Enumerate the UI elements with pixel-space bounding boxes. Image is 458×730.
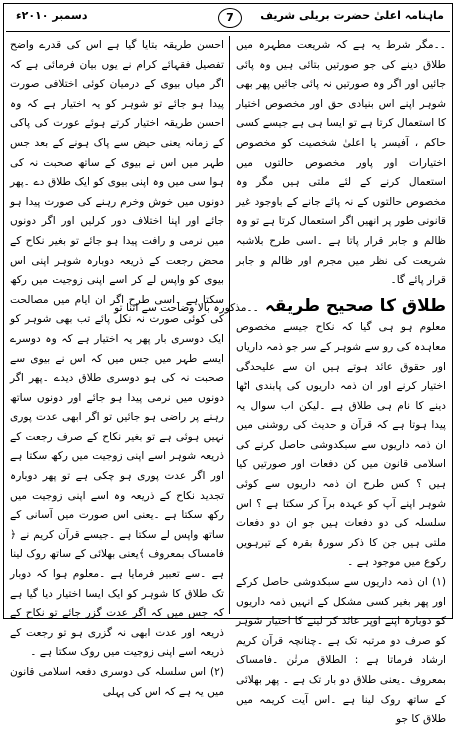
right-paragraph-2: معلوم ہو ہی گیا کہ نکاح جیسے مخصوص معاہدہ کی رو سے شوہر کے سر جو ذمہ داریاں اور حقوق عائد ہوتے ہیں ان سے علیحدگی اختیار کرنے اور ان ذمہ داریوں کی پابندی اٹھا دینے کا نام ہی طلاق ہے ۔لیکن اب سوال یہ پیدا ہوتا ہے کہ قرآن و حدیث کی روشنی میں ان ذمہ داریوں سے سبکدوشی حاصل کرنے کی اسلامی قانون میں کن دفعات اور صورتیں کیا ہیں ؟ کس طرح ان ذمہ داریوں سے کوئی شوہر اپنے آپ کو عہدہ برآ کر سکتا ہے ؟ اس سلسلہ کی دو دفعات ہیں جو ان دو دفعات ملتی ہیں جن کا ذکر سورۂ بقرہ کے تیرہویں رکوع میں موجود ہے ۔ — [236, 321, 446, 569]
issue-date: دسمبر ۲۰۱۰ء — [16, 9, 88, 22]
page-number: 7 — [218, 8, 242, 28]
heading-lead-text: ۔۔مذکورہ بالا وضاحت سے اتنا تو — [114, 301, 259, 314]
magazine-title: ماہنامہ اعلیٰ حضرت بریلی شریف — [260, 9, 444, 22]
left-paragraph-1: احسن طریقہ بتایا گیا ہے اس کی قدرے واضح تفصیل فقہائے کرام نے یوں بیان فرمائی ہے کہ اگر میاں بیوی کے درمیان کوئی اختلافی صورت پیدا ہو جائے تو شوہر کو یہ اختیار ہے کہ وہ احسن طریقہ اختیار کرتے ہوئے عورت کی پاکی کے زمانہ یعنی حیض سے پاک ہونے کے بعد جس طہر میں اس نے بیوی کے ساتھ صحبت نہ کی ہوا سی میں وہ اپنی بیوی کو ایک طلاق دے ۔پھر دونوں میں خوش وخرم رہنے کی صورت پیدا ہو جائے اور اپنا اختلاف دور کرلیں اور اگر دونوں میں نرمی و رافت پیدا ہو جائے تو بغیر نکاح کے محض رجعت کے ذریعہ دوبارہ شوہر اپنی اس بیوی کو واپس لے کر اسے اپنی زوجیت میں رکھ سکتا ہے ۔اسی طرح اگر ان ایام میں مصالحت کی کوئی صورت نہ نکل پائے تب بھی شوہر کو ایک دوسری بار پھر یہ اختیار ہے کہ وہ دوسرے ایسے طہر میں جس میں کہ اس نے بیوی سے صحبت نہ کی ہو دوسری طلاق دیدے ۔پھر اگر دونوں میں نرمی پیدا ہو جائے اور دونوں ساتھ رہنے پر راضی ہو جائیں تو اگر ابھی عدت پوری نہیں ہوئی ہے تو بغیر نکاح کے صرف رجعت کے ذریعہ شوہر اسے اپنی زوجیت میں رکھ سکتا ہے اور اگر عدت پوری ہو چکی ہے تو پھر دوبارہ تجدید نکاح کے ذریعہ وہ اسے اپنی زوجیت میں رکھ سکتا ہے ۔یعنی اس صورت میں آسانی کے ساتھ واپس لے سکتا ہے ۔جیسے قرآن کریم نے ﴿ فامساک بمعروف ﴾یعنی بھلائی کے ساتھ روک لینا ہے ۔سے تعبیر فرمایا ہے ۔معلوم ہوا کہ دوبار تک طلاق کا شوہر کو ایک ایسا اختیار دیا گیا ہے کہ جس میں کہ اگر عدت گزر جائے تو نکاح کے ذریعہ اور عدت ابھی نہ گزری ہو تو رجعت کے ذریعہ اسے اپنی زوجیت میں روک سکتا ہے ۔ — [10, 39, 224, 659]
right-paragraph-3: (۱) ان ذمہ داریوں سے سبکدوشی حاصل کرکے اور پھر بغیر کسی مشکل کے انہیں ذمہ داریوں کو دوبارہ اپنے اوپر عائد کر لینے کا اختیار شوہر کو صرف دو مرتبہ تک ہے ۔چنانچہ قرآن کریم ارشاد فرماتا ہے : الطلاق مرتٰن ۔فامساک بمعروف ۔یعنی طلاق دو بار تک ہے ۔ پھر بھلائی کے ساتھ روک لینا ہے ۔اس آیت کریمہ میں طلاق کا جو — [236, 576, 446, 726]
section-heading: طلاق کا صحیح طریقہ — [264, 295, 446, 316]
left-column — [10, 36, 224, 698]
column-divider — [229, 36, 230, 614]
right-paragraph-1: ۔۔مگر شرط یہ ہے کہ شریعت مطہرہ میں طلاق دینے کی جو صورتیں بتائی ہیں وہ پائی جائیں اور اگر وہ صورتیں نہ پائی جائیں پھر بھی شوہر اپنے اس بنیادی حق اور مخصوص اختیار کا استعمال کرتا ہے تو ایسا ہی ہے جیسے کسی حاکم ، آفیسر یا اعلیٰ شخصیت کو مخصوص اختیارات اور پاور مخصوص حالتوں میں استعمال کرنے کے لئے ملتی ہیں مگر وہ مخصوص حالتوں کے نہ پائے جانے کے باوجود غیر قانونی طور پر انھیں اگر استعمال کرتا ہے تو وہ ظالم و جابر قرار پاتا ہے ۔اسی طرح بلاشبہ شریعت کی نظر میں مجرم اور ظالم و جابر قرار پائے گا۔ — [236, 39, 446, 287]
section-heading-line — [114, 295, 446, 319]
left-paragraph-2: (۲) اس سلسلہ کی دوسری دفعہ اسلامی قانون میں یہ ہے کہ اس کی پہلی — [10, 666, 224, 698]
page-header — [6, 6, 450, 32]
